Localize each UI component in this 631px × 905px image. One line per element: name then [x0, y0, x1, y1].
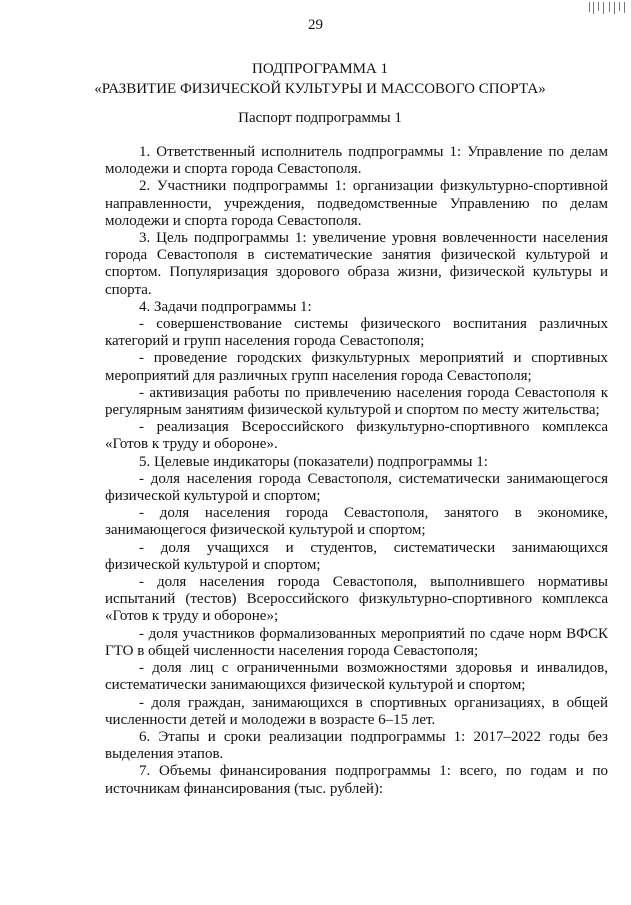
task-item: - совершенствование системы физического воспитания различных категорий и групп населения города Севастополя; — [105, 316, 608, 350]
task-item: - проведение городских физкультурных мероприятий и спортивных мероприятий для различных групп населения города Севастополя; — [105, 350, 608, 384]
indicator-item: - доля населения города Севастополя, занятого в экономике, занимающегося физической культурой и спортом; — [105, 505, 608, 539]
title-line-1: ПОДПРОГРАММА 1 — [251, 61, 389, 77]
indicator-item: - доля учащихся и студентов, систематически занимающихся физической культурой и спортом; — [105, 539, 608, 573]
paragraph-goal: 3. Цель подпрограммы 1: увеличение уровня вовлеченности населения города Севастополя в систематические занятия физической культурой и спортом. Популяризация здорового образа жизни, физической культуры и спорта. — [105, 230, 608, 298]
document-body — [105, 144, 608, 798]
paragraph-responsible-executor: 1. Ответственный исполнитель подпрограммы 1: Управление по делам молодежи и спорта города Севастополя. — [105, 144, 608, 178]
title-line-2: «РАЗВИТИЕ ФИЗИЧЕСКОЙ КУЛЬТУРЫ И МАССОВОГО СПОРТА» — [94, 81, 546, 97]
task-item: - активизация работы по привлечению населения города Севастополя к регулярным занятиям физической культурой и спортом по месту жительства; — [105, 384, 608, 419]
indicator-item: - доля лиц с ограниченными возможностями здоровья и инвалидов, систематически занимающихся физической культурой и спортом; — [105, 660, 608, 694]
indicator-item: - доля участников формализованных мероприятий по сдаче норм ВФСК ГТО в общей численности населения города Севастополя; — [105, 625, 608, 659]
indicator-item: - доля населения города Севастополя, выполнившего нормативы испытаний (тестов) Всероссийского физкультурно-спортивного комплекса «Готов к труду и обороне»; — [105, 574, 608, 625]
indicator-item: - доля населения города Севастополя, систематически занимающегося физической культурой и спортом; — [105, 470, 608, 505]
paragraph-financing: 7. Объемы финансирования подпрограммы 1: всего, по годам и по источникам финансирования (тыс. рублей): — [105, 763, 608, 797]
passport-heading: Паспорт подпрограммы 1 — [238, 110, 402, 126]
paragraph-stages: 6. Этапы и сроки реализации подпрограммы 1: 2017–2022 годы без выделения этапов. — [105, 728, 608, 763]
paragraph-participants: 2. Участники подпрограммы 1: организации физкультурно-спортивной направленности, учреждения, подведомственные Управлению по делам молодежи и спорта города Севастополя. — [105, 178, 608, 229]
page-number: 29 — [308, 17, 323, 33]
section-title — [40, 59, 600, 99]
task-item: - реализация Всероссийского физкультурно-спортивного комплекса «Готов к труду и обороне». — [105, 419, 608, 453]
scan-mark — [585, 0, 631, 16]
indicator-item: - доля граждан, занимающихся в спортивных организациях, в общей численности детей и молодежи в возрасте 6–15 лет. — [105, 694, 608, 728]
paragraph-indicators-heading: 5. Целевые индикаторы (показатели) подпрограммы 1: — [139, 453, 488, 470]
paragraph-tasks-heading: 4. Задачи подпрограммы 1: — [139, 298, 312, 315]
